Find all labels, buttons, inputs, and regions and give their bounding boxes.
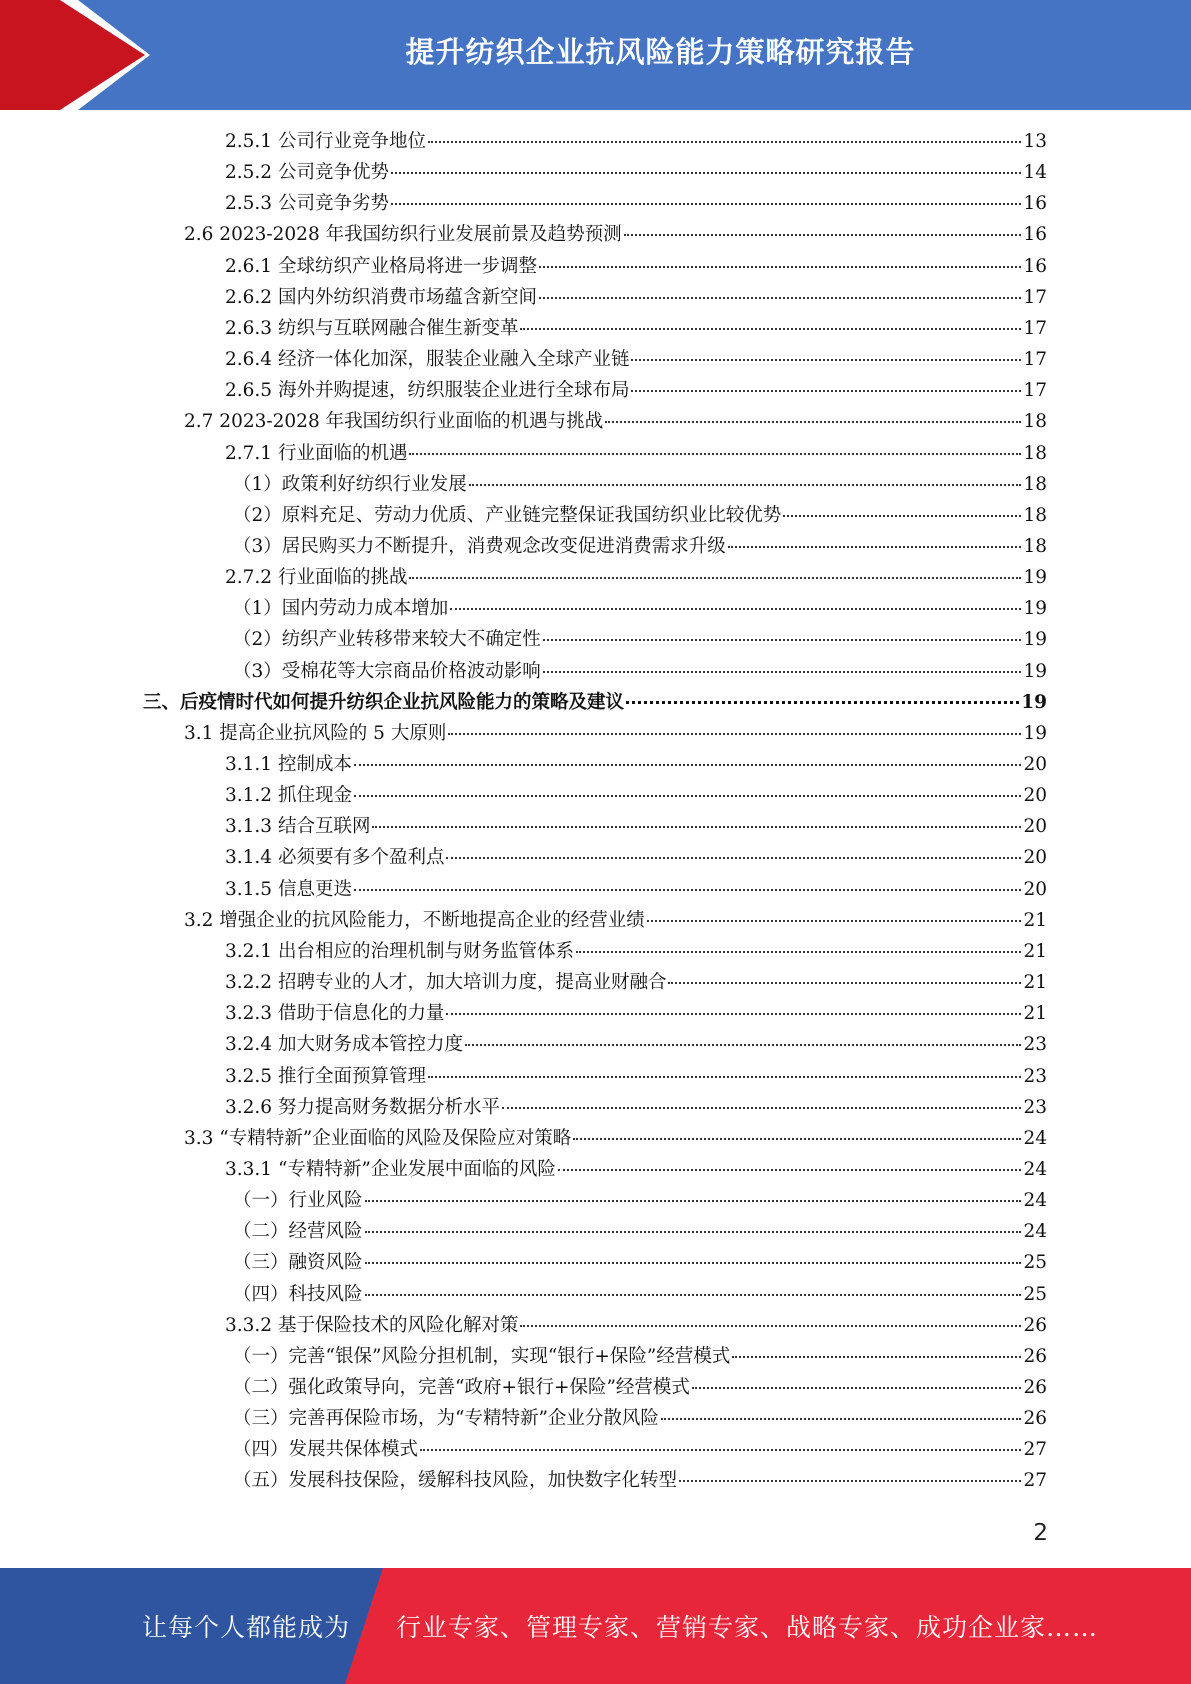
toc-dot-leader [543, 670, 1022, 673]
toc-dot-leader [626, 700, 1019, 704]
toc-entry-label: （一）完善“银保”风险分担机制，实现“银行+保险”经营模式 [233, 1345, 731, 1367]
toc-entry-label: 3.1.1 控制成本 [225, 754, 352, 775]
toc-dot-leader [428, 140, 1021, 143]
toc-dot-leader [365, 1230, 1022, 1233]
toc-entry-label: 3.1.5 信息更迭 [225, 878, 352, 900]
toc-entry-label: （1）国内劳动力成本增加 [233, 598, 449, 620]
toc-entry-label: 2.6.1 全球纺织产业格局将进一步调整 [225, 255, 537, 277]
toc-entry-page: 21 [1023, 972, 1047, 994]
toc-dot-leader [354, 763, 1022, 766]
toc-dot-leader [465, 1043, 1021, 1046]
toc-entry-page: 17 [1023, 286, 1047, 308]
toc-entry-label: 3.2.4 加大财务成本管控力度 [225, 1034, 463, 1056]
toc-entry[interactable] [233, 531, 1047, 562]
toc-entry[interactable] [233, 593, 1047, 624]
toc-entry[interactable] [225, 936, 1047, 967]
toc-dot-leader [391, 171, 1021, 174]
toc-entry-page: 17 [1023, 349, 1047, 371]
toc-dot-leader [732, 1355, 1021, 1358]
toc-entry-label: （2）纺织产业转移带来较大不确定性 [233, 629, 541, 651]
toc-entry-page: 23 [1023, 1034, 1047, 1056]
toc-entry-page: 19 [1021, 691, 1047, 713]
toc-entry-page: 17 [1023, 380, 1047, 402]
toc-dot-leader [420, 1448, 1021, 1451]
toc-entry[interactable] [225, 344, 1047, 375]
toc-entry-page: 21 [1023, 940, 1047, 962]
toc-entry-label: 3.2.2 招聘专业的人才，加大培训力度，提高业财融合 [225, 972, 667, 994]
toc-entry[interactable] [233, 1465, 1047, 1496]
toc-dot-leader [446, 1012, 1021, 1015]
toc-dot-leader [391, 202, 1021, 205]
toc-entry-label: 3.1.2 抓住现金 [225, 785, 352, 807]
toc-entry-label: 2.6.5 海外并购提速，纺织服装企业进行全球布局 [225, 380, 630, 402]
toc-dot-leader [631, 358, 1021, 361]
toc-entry-label: 3.1.3 结合互联网 [225, 816, 371, 838]
toc-entry-page: 24 [1023, 1158, 1047, 1180]
toc-dot-leader [539, 296, 1021, 299]
toc-entry-page: 17 [1023, 317, 1047, 339]
toc-entry-page: 26 [1023, 1377, 1047, 1398]
toc-entry-page: 21 [1023, 909, 1047, 931]
toc-entry-label: 2.7 2023-2028 年我国纺织行业面临的机遇与挑战 [184, 411, 604, 433]
toc-entry-label: 2.5.2 公司竞争优势 [225, 162, 389, 184]
toc-dot-leader [558, 1168, 1022, 1171]
toc-entry[interactable] [233, 1279, 1047, 1310]
toc-dot-leader [520, 1324, 1021, 1327]
toc-entry[interactable] [184, 718, 1047, 749]
toc-entry[interactable] [225, 967, 1047, 998]
toc-dot-leader [365, 1293, 1022, 1296]
toc-dot-leader [372, 825, 1021, 828]
toc-entry[interactable] [233, 1216, 1047, 1247]
toc-entry[interactable] [233, 1434, 1047, 1465]
toc-entry-page: 16 [1023, 255, 1047, 277]
toc-entry[interactable] [225, 874, 1047, 905]
toc-entry-page: 26 [1023, 1345, 1047, 1367]
toc-entry-label: 2.6.4 经济一体化加深，服装企业融入全球产业链 [225, 349, 630, 371]
toc-entry-page: 18 [1023, 535, 1047, 557]
toc-entry-label: 2.6 2023-2028 年我国纺织行业发展前景及趋势预测 [184, 224, 622, 246]
footer-slogan-left: 让每个人都能成为 [142, 1613, 351, 1642]
toc-entry[interactable] [233, 1247, 1047, 1278]
toc-entry-label: 3.3.2 基于保险技术的风险化解对策 [225, 1314, 519, 1336]
toc-entry[interactable] [233, 1341, 1047, 1372]
toc-entry-label: 2.5.1 公司行业竞争地位 [225, 131, 426, 152]
toc-entry[interactable] [184, 1123, 1047, 1154]
toc-dot-leader [354, 794, 1022, 797]
toc-entry-label: （3）居民购买力不断提升，消费观念改变促进消费需求升级 [233, 535, 726, 557]
toc-dot-leader [661, 1417, 1022, 1420]
toc-entry-page: 19 [1023, 629, 1047, 651]
toc-dot-leader [631, 389, 1021, 392]
toc-dot-leader [728, 545, 1022, 548]
toc-entry-label: 三、后疫情时代如何提升纺织企业抗风险能力的策略及建议 [143, 691, 625, 713]
toc-entry-label: 2.7.1 行业面临的机遇 [225, 442, 408, 464]
toc-entry[interactable] [225, 998, 1047, 1029]
toc-entry-page: 24 [1023, 1221, 1047, 1243]
toc-entry-label: （2）原料充足、劳动力优质、产业链完整保证我国纺织业比较优势 [233, 504, 782, 526]
toc-dot-leader [679, 1479, 1021, 1482]
toc-entry-page: 24 [1023, 1190, 1047, 1212]
report-title: 提升纺织企业抗风险能力策略研究报告 [405, 34, 916, 69]
toc-entry-page: 23 [1023, 1096, 1047, 1118]
toc-dot-leader [576, 950, 1021, 953]
toc-entry[interactable] [225, 438, 1047, 469]
toc-dot-leader [365, 1261, 1022, 1264]
toc-entry[interactable] [225, 375, 1047, 406]
toc-entry[interactable] [233, 1185, 1047, 1216]
toc-entry-page: 19 [1023, 567, 1047, 589]
toc-dot-leader [605, 420, 1021, 423]
toc-entry-label: （三）完善再保险市场，为“专精特新”企业分散风险 [233, 1408, 659, 1430]
page-header [0, 0, 1191, 110]
toc-dot-leader [539, 265, 1021, 268]
toc-entry[interactable] [225, 562, 1047, 593]
toc-entry[interactable] [184, 905, 1047, 936]
toc-entry-label: 3.1.4 必须要有多个盈利点 [225, 847, 445, 869]
toc-dot-leader [692, 1386, 1022, 1389]
toc-entry-label: 3.2.5 推行全面预算管理 [225, 1065, 426, 1087]
toc-dot-leader [354, 888, 1022, 891]
toc-entry-page: 16 [1023, 224, 1047, 246]
toc-entry-label: （四）发展共保体模式 [233, 1439, 419, 1461]
toc-entry-label: （二）强化政策导向，完善“政府+银行+保险”经营模式 [233, 1377, 690, 1398]
toc-entry-label: 3.2.1 出台相应的治理机制与财务监管体系 [225, 940, 574, 962]
toc-dot-leader [448, 732, 1021, 735]
toc-entry-page: 27 [1023, 1470, 1047, 1492]
toc-entry[interactable] [233, 500, 1047, 531]
toc-entry-label: 3.2.3 借助于信息化的力量 [225, 1003, 445, 1025]
toc-entry-label: 3.1 提高企业抗风险的 5 大原则 [184, 722, 447, 744]
toc-entry-page: 14 [1023, 162, 1047, 184]
toc-dot-leader [668, 981, 1021, 984]
toc-entry[interactable] [225, 282, 1047, 313]
toc-entry[interactable] [225, 780, 1047, 811]
toc-dot-leader [365, 1199, 1022, 1202]
toc-entry-label: 2.6.3 纺织与互联网融合催生新变革 [225, 317, 519, 339]
toc-entry-page: 18 [1023, 442, 1047, 464]
toc-entry[interactable] [184, 219, 1047, 250]
toc-entry-page: 27 [1023, 1439, 1047, 1461]
toc-entry-page: 20 [1023, 847, 1047, 869]
toc-entry-label: 2.7.2 行业面临的挑战 [225, 567, 408, 589]
toc-dot-leader [502, 1106, 1021, 1109]
toc-entry-label: 3.2.6 努力提高财务数据分析水平 [225, 1096, 500, 1118]
toc-entry[interactable] [233, 1372, 1047, 1403]
toc-entry-page: 20 [1023, 816, 1047, 838]
page-number: 2 [1033, 1520, 1048, 1546]
toc-entry[interactable] [225, 251, 1047, 282]
toc-entry[interactable] [233, 469, 1047, 500]
toc-entry-label: （二）经营风险 [233, 1221, 363, 1243]
toc-entry-page: 20 [1023, 878, 1047, 900]
toc-dot-leader [573, 1137, 1021, 1140]
toc-entry[interactable] [225, 749, 1047, 780]
toc-entry[interactable] [233, 624, 1047, 655]
toc-entry[interactable] [225, 313, 1047, 344]
page-footer [0, 1568, 1191, 1684]
toc-entry[interactable] [225, 1029, 1047, 1060]
footer-slogan-right: 行业专家、管理专家、营销专家、战略专家、成功企业家…… [396, 1613, 1099, 1642]
toc-entry[interactable] [225, 126, 1047, 157]
toc-entry-label: 3.3 “专精特新”企业面临的风险及保险应对策略 [184, 1127, 572, 1149]
toc-entry-label: （五）发展科技保险，缓解科技风险，加快数字化转型 [233, 1470, 678, 1492]
toc-entry[interactable] [225, 1310, 1047, 1341]
toc-entry-page: 13 [1023, 131, 1047, 152]
toc-dot-leader [450, 607, 1021, 610]
toc-entry-label: 3.3.1 “专精特新”企业发展中面临的风险 [225, 1158, 556, 1180]
toc-entry-page: 25 [1023, 1283, 1047, 1305]
toc-entry-label: 2.6.2 国内外纺织消费市场蕴含新空间 [225, 286, 537, 308]
toc-entry-label: （1）政策利好纺织行业发展 [233, 473, 467, 495]
toc-entry-page: 24 [1023, 1127, 1047, 1149]
toc-entry-label: 3.2 增强企业的抗风险能力，不断地提高企业的经营业绩 [184, 909, 645, 931]
toc-entry[interactable] [225, 811, 1047, 842]
toc-entry-page: 25 [1023, 1252, 1047, 1274]
toc-entry-label: （四）科技风险 [233, 1283, 363, 1305]
toc-entry[interactable] [225, 1061, 1047, 1092]
toc-entry-page: 19 [1023, 598, 1047, 620]
toc-entry-page: 21 [1023, 1003, 1047, 1025]
toc-entry-page: 18 [1023, 504, 1047, 526]
toc-entry[interactable] [233, 656, 1047, 687]
toc-dot-leader [446, 856, 1021, 859]
toc-entry[interactable] [225, 157, 1047, 188]
toc-entry-page: 16 [1023, 193, 1047, 215]
toc-entry[interactable] [225, 1154, 1047, 1185]
toc-entry-page: 19 [1023, 660, 1047, 682]
toc-entry-label: （3）受棉花等大宗商品价格波动影响 [233, 660, 541, 682]
toc-entry[interactable] [225, 1092, 1047, 1123]
toc-dot-leader [624, 233, 1022, 236]
toc-entry-label: （一）行业风险 [233, 1190, 363, 1212]
toc-dot-leader [543, 638, 1022, 641]
toc-dot-leader [783, 514, 1021, 517]
toc-entry-page: 23 [1023, 1065, 1047, 1087]
toc-entry[interactable] [184, 406, 1047, 437]
toc-dot-leader [647, 919, 1022, 922]
toc-dot-leader [469, 483, 1022, 486]
toc-entry[interactable] [233, 1403, 1047, 1434]
toc-entry[interactable] [225, 842, 1047, 873]
toc-entry-page: 26 [1023, 1408, 1047, 1430]
toc-entry[interactable] [143, 687, 1047, 718]
toc-entry-page: 18 [1023, 473, 1047, 495]
toc-entry-page: 18 [1023, 411, 1047, 433]
toc-entry-page: 26 [1023, 1314, 1047, 1336]
toc-entry-label: 2.5.3 公司竞争劣势 [225, 193, 389, 215]
toc-entry-page: 20 [1023, 754, 1047, 775]
toc-entry[interactable] [225, 188, 1047, 219]
toc-dot-leader [428, 1075, 1021, 1078]
toc-dot-leader [520, 327, 1021, 330]
toc-dot-leader [409, 452, 1021, 455]
toc-entry-label: （三）融资风险 [233, 1252, 363, 1274]
toc-dot-leader [409, 576, 1021, 579]
toc-entry-page: 19 [1023, 722, 1047, 744]
toc-entry-page: 20 [1023, 785, 1047, 807]
